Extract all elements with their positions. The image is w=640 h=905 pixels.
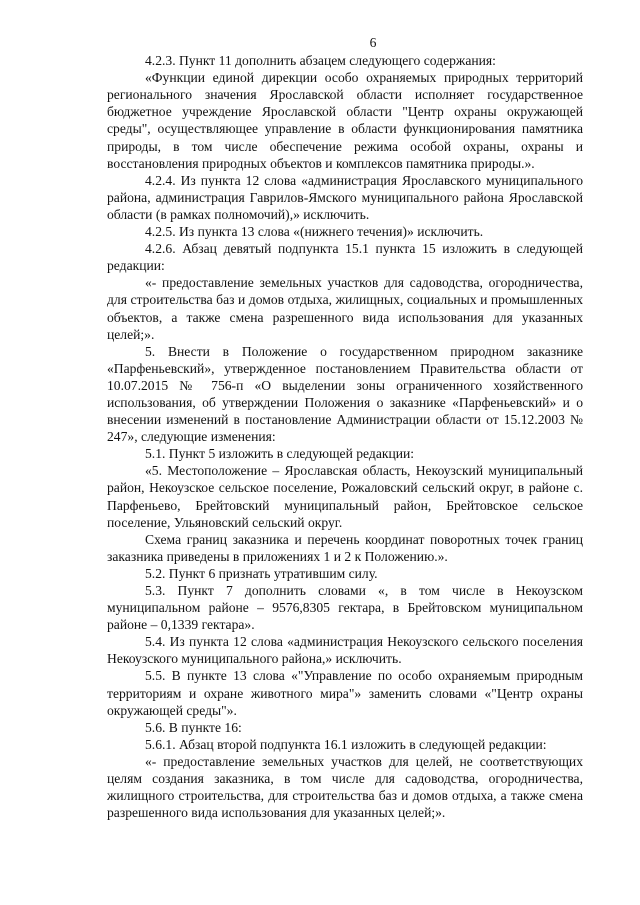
paragraph-4-2-6: 4.2.6. Абзац девятый подпункта 15.1 пункта 15 изложить в следующей редакции: bbox=[107, 241, 583, 274]
document-page bbox=[107, 34, 583, 821]
paragraph-quote-land-purposes: «- предоставление земельных участков для целей, не соответствующих целям создания заказника, в том числе для садоводства, огородничества, жилищного строительства, для строительства баз и домов отдыха, а также смена разрешенного вида использования для указанных целей;». bbox=[107, 753, 583, 821]
paragraph-5-6: 5.6. В пункте 16: bbox=[145, 719, 242, 735]
paragraph-quote-functions: «Функции единой дирекции особо охраняемых природных территорий регионального значения Ярославской области исполняет государственное бюджетное учреждение Ярославской области "Центр охраны окружающей среды", осуществляющее управление в области функционирования памятника природы, в том числе обеспечение режима особой охраны, охраны и восстановления природных объектов и комплексов памятника природы.». bbox=[107, 70, 583, 171]
paragraph-4-2-4: 4.2.4. Из пункта 12 слова «администрация Ярославского муниципального района, администрация Гаврилов-Ямского муниципального района Ярославской области (в рамках полномочий),» исключить. bbox=[107, 172, 583, 222]
paragraph-4-2-5: 4.2.5. Из пункта 13 слова «(нижнего течения)» исключить. bbox=[145, 224, 484, 240]
paragraph-5-6-1: 5.6.1. Абзац второй подпункта 16.1 изложить в следующей редакции: bbox=[145, 736, 547, 752]
paragraph-quote-location: «5. Местоположение – Ярославская область, Некоузский муниципальный район, Некоузское сельское поселение, Рожаловский сельский округ, в районе с. Парфеньево, Брейтовский муниципальный район, Брейтовское сельское поселение, Ульяновский сельский округ. bbox=[107, 463, 583, 530]
paragraph-boundaries-scheme: Схема границ заказника и перечень координат поворотных точек границ заказника приведены в приложениях 1 и 2 к Положению.». bbox=[107, 531, 583, 564]
paragraph-quote-land-use: «- предоставление земельных участков для садоводства, огородничества, для строительства баз и домов отдыха, жилищных, социальных и промышленных объектов, а также смена разрешенного вида использования для указанных целей;». bbox=[107, 275, 583, 342]
paragraph-4-2-3: 4.2.3. Пункт 11 дополнить абзацем следующего содержания: bbox=[145, 53, 496, 69]
page-number: 6 bbox=[369, 35, 377, 50]
paragraph-5-4: 5.4. Из пункта 12 слова «администрация Некоузского сельского поселения Некоузского муниципального района,» исключить. bbox=[107, 634, 583, 667]
paragraph-5-1: 5.1. Пункт 5 изложить в следующей редакции: bbox=[145, 446, 415, 462]
paragraph-5: 5. Внести в Положение о государственном природном заказнике «Парфеньевский», утвержденное постановлением Правительства области от 10.07.2015 № 756-п «О выделении зоны ограниченного хозяйственного использования, об утверждении Положения о заказнике «Парфеньевский» и о внесении изменений в постановление Администрации области от 15.12.2003 № 247», следующие изменения: bbox=[107, 343, 583, 445]
paragraph-5-2: 5.2. Пункт 6 признать утратившим силу. bbox=[145, 565, 378, 581]
paragraph-5-5: 5.5. В пункте 13 слова «"Управление по особо охраняемым природным территориям и охране животного мира"» заменить словами «"Центр охраны окружающей среды"». bbox=[107, 668, 583, 718]
paragraph-5-3: 5.3. Пункт 7 дополнить словами «, в том числе в Некоузском муниципальном районе – 9576,8305 гектара, в Брейтовском муниципальном районе – 0,1339 гектара». bbox=[107, 583, 583, 633]
